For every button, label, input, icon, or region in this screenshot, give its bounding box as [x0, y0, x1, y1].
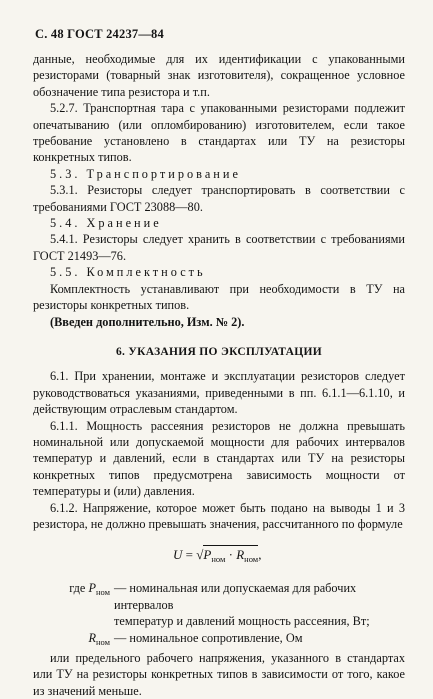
paragraph-5-3-1: 5.3.1. Резисторы следует транспортировать в соответствии с требованиями ГОСТ 23088—80.: [33, 183, 405, 214]
definition-resistance-symbol: [33, 630, 110, 650]
document-body: [33, 51, 405, 699]
paragraph-5-5: Комплектность устанавливают при необходимости в ТУ на резисторы конкретных типов.: [33, 281, 405, 313]
resistance-symbol-sub: ном: [95, 636, 110, 647]
formula-sqrt: √: [196, 547, 204, 563]
paragraph-6-1-1: 6.1.1. Мощность рассеяния резисторов не должна превышать номинальной или допускаемой мощности для рабочих интервалов температур и давлений, если в стандартах или ТУ на резисторы конкретных типов предусмотрена зависимость мощности от температуры и (или) давления.: [33, 418, 405, 499]
resistance-symbol: R: [88, 630, 96, 645]
paragraph-5-4-1: 5.4.1. Резисторы следует хранить в соответствии с требованиями ГОСТ 21493—76.: [33, 232, 405, 263]
formula-comma: ,: [258, 547, 262, 563]
definition-power-text: — номинальная или допускаемая для рабочих интервалов: [114, 581, 357, 612]
formula-radicand: [203, 545, 259, 565]
paragraph-6-1-2: 6.1.2. Напряжение, которое может быть подано на выводы 1 и 3 резистора, не должно превышать значения, рассчитанного по формуле: [33, 500, 405, 531]
heading-5-5: 5.5. Комплектность: [50, 265, 206, 280]
formula-definitions: [33, 580, 405, 650]
definition-power: [33, 580, 405, 613]
formula-lhs: U: [173, 547, 183, 563]
paragraph-5-2-7: 5.2.7. Транспортная тара с упакованными резисторами подлежит опечатыванию (или опломбированию) изготовителем, если такое требование установлено в стандартах или ТУ на резисторы конкретных типов.: [33, 101, 405, 165]
definition-power-continuation: температур и давлений мощность рассеяния, Вт;: [114, 614, 370, 629]
definition-power-symbol: [33, 580, 110, 613]
formula-r-sub: ном: [244, 554, 259, 565]
section-6-title: 6. УКАЗАНИЯ ПО ЭКСПЛУАТАЦИИ: [115, 345, 323, 358]
heading-5-3: 5.3. Транспортирование: [50, 166, 241, 181]
paragraph-identification: данные, необходимые для их идентификации с упакованными резисторами (товарный знак изготовителя), сокращенное условное обозначение типа резистора и т.п.: [33, 52, 405, 99]
power-symbol: P: [88, 581, 96, 596]
heading-5-4: 5.4. Хранение: [50, 216, 162, 231]
page-header: С. 48 ГОСТ 24237—84: [35, 27, 164, 41]
formula-r: R: [236, 547, 245, 563]
where-word: где: [69, 581, 86, 596]
formula-equals: =: [185, 547, 193, 563]
paragraph-6-1: 6.1. При хранении, монтаже и эксплуатации резисторов следует руководствоваться указаниями, приведенными в пп. 6.1.1—6.1.10, и действующим отраслевым стандартом.: [33, 369, 405, 417]
paragraph-closing: или предельного рабочего напряжения, указанного в стандартах или ТУ на резисторы конкретных типов в зависимости от того, какое из значений меньше.: [33, 651, 405, 698]
power-symbol-sub: ном: [95, 587, 110, 598]
amendment-note: (Введен дополнительно, Изм. № 2).: [50, 314, 245, 329]
definition-resistance-text: — номинальное сопротивление, Ом: [114, 630, 303, 645]
definition-resistance: [33, 630, 405, 650]
formula-dot: ·: [228, 547, 233, 563]
formula-p-sub: ном: [211, 554, 226, 565]
voltage-formula: [33, 542, 405, 570]
formula-p: P: [203, 547, 212, 563]
